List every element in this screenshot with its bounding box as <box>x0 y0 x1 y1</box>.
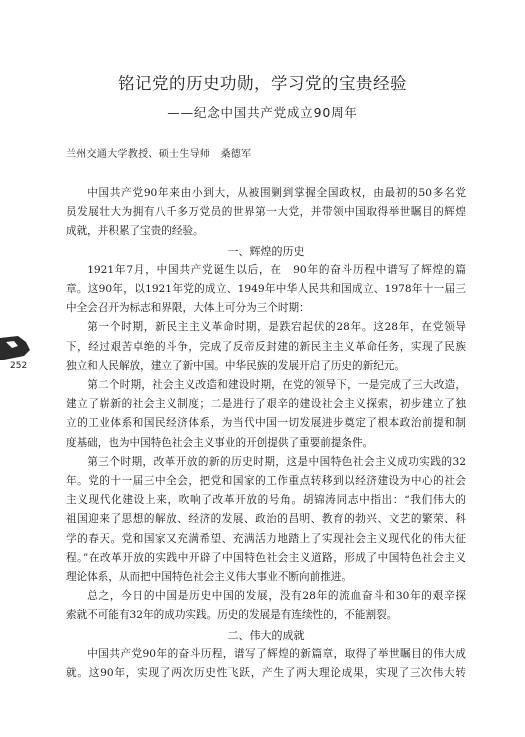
paragraph <box>66 318 466 376</box>
article-subtitle: ——纪念中国共产党成立90周年 <box>167 105 358 120</box>
paragraph-line: 第三个时期，改革开放的新的历史时期，这是中国特色社会主义成功实践的32 <box>87 455 466 468</box>
paragraph-line: 独立和人民解放，建立了新中国。中华民族的发展开启了历史的新纪元。 <box>66 359 405 372</box>
paragraph <box>66 184 466 242</box>
section-heading: 二、伟大的成就 <box>227 628 305 642</box>
author-line: 兰州交通大学教授、硕士生导师 桑德军 <box>66 149 252 160</box>
paragraph-line: 学的春天。党和国家又充满希望、充满活力地踏上了实现社会主义现代化的伟大征 <box>66 532 466 545</box>
paragraph <box>66 587 466 625</box>
paragraph-line: 年。党的十一届三中全会，把党和国家的工作重点转移到以经济建设为中心的社会 <box>66 475 466 488</box>
paragraph-line: 程。”在改革开放的实践中开辟了中国特色社会主义道路，形成了中国特色社会主义 <box>66 551 466 564</box>
article-body <box>66 184 466 683</box>
paragraph-line: 立的工业体系和国民经济体系，为当代中国一切发展进步奠定了根本政治前提和制 <box>66 417 466 430</box>
paragraph-line: 第一个时期，新民主主义革命时期，是跌宕起伏的28年。这28年，在党领导 <box>87 321 466 334</box>
paragraph-line: 主义现代化建设上来，吹响了改革开放的号角。胡锦涛同志中指出：“我们伟大的 <box>66 494 466 507</box>
paragraph-line: 索就不可能有32年的成功实践。历史的发展是有连续性的，不能割裂。 <box>66 609 398 622</box>
paragraph-line: 度基础，也为中国特色社会主义事业的开创提供了重要前提条件。 <box>66 436 374 449</box>
paragraph-line: 建立了崭新的社会主义制度；二是进行了艰辛的建设社会主义探索，初步建立了独 <box>66 398 466 411</box>
paragraph-line: 中国共产党90年来由小到大，从被围剿到掌握全国政权，由最初的50多名党 <box>87 187 466 199</box>
paragraph-line: 总之，今日的中国是历史中国的发展，没有28年的流血奋斗和30年的艰辛探 <box>87 590 466 603</box>
paragraph-line: 祖国迎来了思想的解放、经济的发展、政治的昌明、教育的勃兴、文艺的繁荣、科 <box>66 513 466 526</box>
paragraph <box>66 645 466 683</box>
paragraph <box>66 261 466 319</box>
page-number: 252 <box>10 361 28 371</box>
paragraph-line: 章。这90年，以1921年党的成立、1949年中华人民共和国成立、1978年十一届三 <box>66 283 466 296</box>
paragraph-line: 就。这90年，实现了两次历史性飞跃，产生了两大理论成果，实现了三次伟大转 <box>66 667 466 680</box>
paragraph <box>66 453 466 587</box>
paragraph-line: 中全会召开为标志和界限，大体上可分为三个时期： <box>66 302 310 315</box>
paragraph-line: 理论体系，从而把中国特色社会主义伟大事业不断向前推进。 <box>66 571 353 584</box>
paragraph-line: 成就，并积累了宝贵的经验。 <box>66 225 204 238</box>
paragraph-line: 第二个时期，社会主义改造和建设时期，在党的领导下，一是完成了三大改造， <box>87 379 466 392</box>
paragraph-line: 1921年7月，中国共产党诞生以后，在 90年的奋斗历程中谱写了辉煌的篇 <box>87 263 466 276</box>
paragraph-line: 中国共产党90年的奋斗历程，谱写了辉煌的新篇章，取得了举世瞩目的伟大成 <box>87 647 466 660</box>
article-title: 铭记党的历史功勋，学习党的宝贵经验 <box>118 74 407 93</box>
paragraph-line: 下，经过艰苦卓绝的斗争，完成了反帝反封建的新民主主义革命任务，实现了民族 <box>66 340 466 353</box>
paragraph <box>66 376 466 453</box>
section-heading: 一、辉煌的历史 <box>227 244 305 258</box>
paragraph-line: 员发展壮大为拥有八千多万党员的世界第一大党，并带领中国取得举世瞩目的辉煌 <box>66 206 466 219</box>
